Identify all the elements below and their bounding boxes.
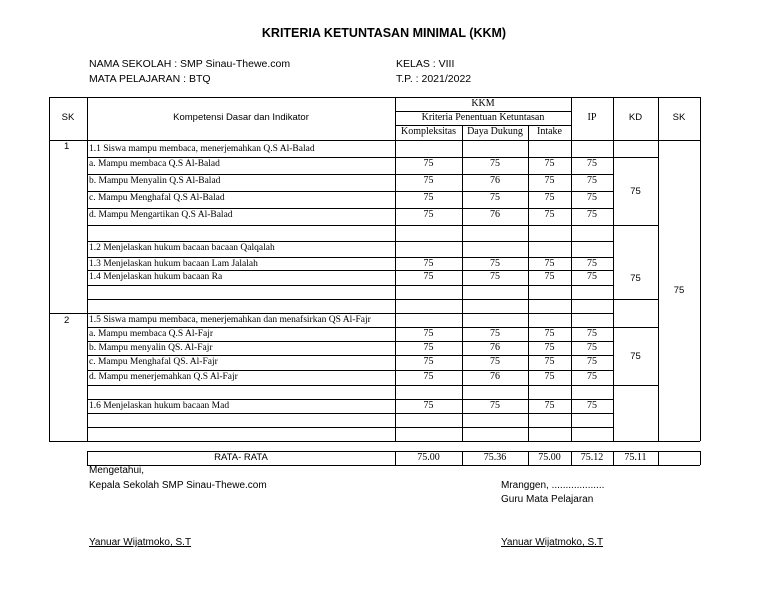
place-date: Mranggen, ................... [501,480,605,491]
indicator-text: 1.5 Siswa mampu membaca, menerjemahkan dan menafsirkan QS Al-Fajr [89,315,371,325]
score-cell: 75 [423,271,434,282]
indicator-text: 1.4 Menjelaskan hukum bacaan Ra [89,272,223,282]
indicator-text: 1.3 Menjelaskan hukum bacaan Lam Jalalah [89,259,258,269]
header-kompleksitas: Kompleksitas [401,126,456,137]
principal-signature-name: Yanuar Wijatmoko, S.T [89,537,192,548]
score-cell: 75 [423,356,434,367]
header-intake: Intake [537,126,562,137]
score-cell: 75 [544,209,555,220]
header-sk-right: SK [672,112,686,123]
indicator-text: 1.1 Siswa mampu membaca, menerjemahkan Q.S Al-Balad [89,144,315,154]
average-intake: 75.00 [538,452,561,463]
teacher-title: Guru Mata Pelajaran [501,494,594,505]
indicator-text: 1.6 Menjelaskan hukum bacaan Mad [89,401,230,411]
score-cell: 76 [490,371,500,382]
average-kd: 75.11 [624,452,647,463]
subject-name: MATA PELAJARAN : BTQ [89,73,211,85]
sk-value: 75 [673,285,685,296]
score-cell: 75 [587,342,597,353]
score-cell: 75 [423,328,434,339]
header-ip: IP [587,112,597,123]
score-cell: 75 [587,371,597,382]
kd-value: 75 [630,351,641,362]
score-cell: 75 [544,271,555,282]
average-kompleksitas: 75.00 [417,452,440,463]
school-name: NAMA SEKOLAH : SMP Sinau-Thewe.com [89,58,291,70]
score-cell: 75 [544,258,555,269]
score-cell: 75 [423,342,434,353]
score-cell: 75 [490,192,500,203]
indicator-text: c. Mampu Menghafal QS. Al-Fajr [89,357,218,367]
score-cell: 75 [423,158,434,169]
indicator-text: b. Mampu menyalin QS. Al-Fajr [89,343,213,353]
score-cell: 75 [587,258,597,269]
score-cell: 75 [587,328,597,339]
score-cell: 75 [423,371,434,382]
mengetahui-label: Mengetahui, [89,465,145,476]
score-cell: 75 [544,158,555,169]
indicator-text: c. Mampu Menghafal Q.S Al-Balad [89,193,225,203]
score-cell: 75 [423,192,434,203]
indicator-text: 1.2 Menjelaskan hukum bacaan bacaan Qalqalah [89,243,275,253]
score-cell: 75 [587,192,597,203]
score-cell: 75 [423,400,434,411]
score-cell: 75 [490,328,500,339]
page-title: KRITERIA KETUNTASAN MINIMAL (KKM) [261,26,507,40]
average-ip: 75.12 [580,452,604,463]
score-cell: 75 [544,356,555,367]
score-cell: 75 [544,400,555,411]
score-cell: 76 [490,175,500,186]
score-cell: 75 [423,209,434,220]
score-cell: 76 [490,342,500,353]
indicator-text: d. Mampu Mengartikan Q.S Al-Balad [89,210,233,220]
header-criteria: Kriteria Penentuan Ketuntasan [421,112,545,123]
indicator-text: a. Mampu membaca Q.S Al-Fajr [89,329,214,339]
kd-value: 75 [630,186,641,197]
score-cell: 75 [490,271,500,282]
header-kkm: KKM [471,98,495,109]
average-daya-dukung: 75.36 [483,452,507,463]
kd-value: 75 [630,273,641,284]
header-kd-indikator: Kompetensi Dasar dan Indikator [173,112,309,123]
score-cell: 75 [587,175,597,186]
score-cell: 75 [490,400,500,411]
score-cell: 75 [544,342,555,353]
score-cell: 75 [423,175,434,186]
score-cell: 75 [544,328,555,339]
sk-number: 1 [64,141,70,152]
score-cell: 75 [544,175,555,186]
score-cell: 75 [423,258,434,269]
academic-year: T.P. : 2021/2022 [396,73,472,85]
principal-title: Kepala Sekolah SMP Sinau-Thewe.com [89,480,267,491]
score-cell: 75 [587,209,597,220]
header-sk: SK [61,112,75,123]
score-cell: 75 [544,371,555,382]
indicator-text: b. Mampu Menyalin Q.S Al-Balad [89,176,221,186]
sk-number: 2 [64,315,70,326]
score-cell: 75 [490,258,500,269]
score-cell: 76 [490,209,500,220]
average-label: RATA- RATA [214,452,268,463]
indicator-text: d. Mampu menerjemahkan Q.S Al-Fajr [89,372,238,382]
score-cell: 75 [587,400,597,411]
score-cell: 75 [544,192,555,203]
score-cell: 75 [490,158,500,169]
score-cell: 75 [587,356,597,367]
score-cell: 75 [587,158,597,169]
score-cell: 75 [587,271,597,282]
header-daya-dukung: Daya Dukung [467,126,523,137]
indicator-text: a. Mampu membaca Q.S Al-Balad [89,159,220,169]
header-kd: KD [628,112,643,123]
class-info: KELAS : VIII [396,58,455,70]
score-cell: 75 [490,356,500,367]
teacher-signature-name: Yanuar Wijatmoko, S.T [501,537,604,548]
